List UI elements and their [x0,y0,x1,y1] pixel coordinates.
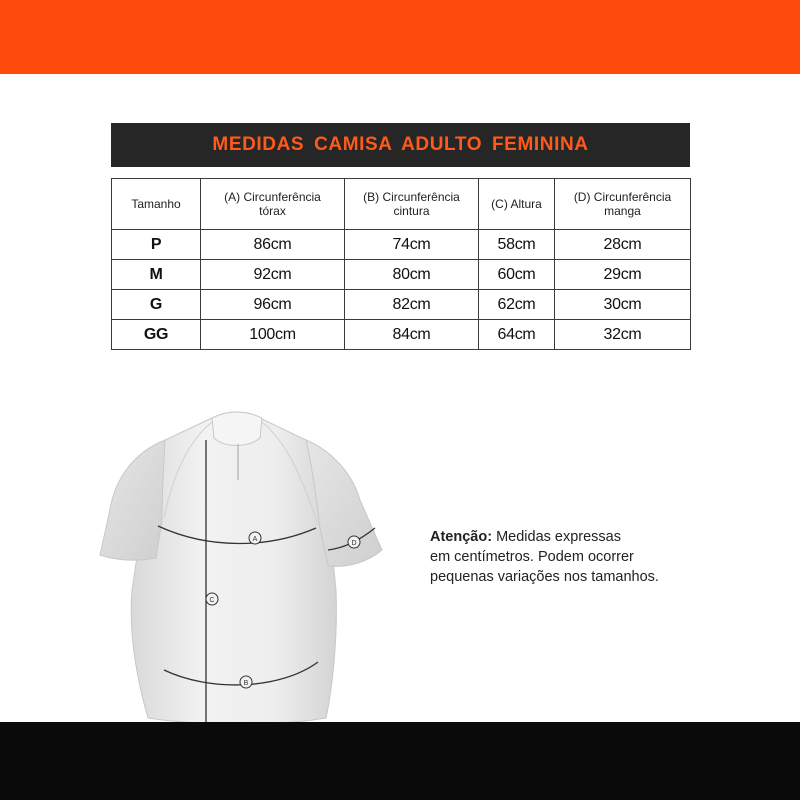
table-row [112,290,691,320]
header-circ-cintura: (B) Circunferência cintura [345,179,479,230]
value-cell: 58cm [479,230,555,260]
value-cell: 30cm [555,290,691,320]
value-cell: 86cm [201,230,345,260]
table-row [112,230,691,260]
header-circ-torax: (A) Circunferência tórax [201,179,345,230]
note-line-1: Medidas expressas [492,529,621,545]
size-cell: G [112,290,201,320]
table-header-row [112,179,691,230]
marker-b [240,676,252,688]
header-circ-manga: (D) Circunferência manga [555,179,691,230]
size-cell: P [112,230,201,260]
shirt-left-sleeve [100,440,165,560]
value-cell: 29cm [555,260,691,290]
value-cell: 62cm [479,290,555,320]
shirt-collar [212,412,262,446]
bottom-black-band [0,722,800,800]
marker-d [348,536,360,548]
value-cell: 84cm [345,320,479,350]
value-cell: 60cm [479,260,555,290]
svg-text:A: A [252,536,258,543]
note-line-3: pequenas variações nos tamanhos. [430,569,659,585]
header-altura: (C) Altura [479,179,555,230]
table-row [112,320,691,350]
size-table [111,178,691,350]
note-line-2: em centímetros. Podem ocorrer [430,549,634,565]
value-cell: 80cm [345,260,479,290]
attention-note [430,527,760,587]
page-title: MEDIDAS CAMISA ADULTO FEMININA [212,134,589,155]
title-bar [111,123,690,167]
value-cell: 82cm [345,290,479,320]
marker-a [249,532,261,544]
value-cell: 32cm [555,320,691,350]
value-cell: 92cm [201,260,345,290]
value-cell: 96cm [201,290,345,320]
table-row [112,260,691,290]
value-cell: 64cm [479,320,555,350]
shirt-illustration [90,400,400,725]
size-cell: M [112,260,201,290]
value-cell: 28cm [555,230,691,260]
svg-text:B: B [243,680,249,687]
svg-text:D: D [351,540,357,547]
size-cell: GG [112,320,201,350]
value-cell: 100cm [201,320,345,350]
svg-text:C: C [209,597,215,604]
value-cell: 74cm [345,230,479,260]
marker-c [206,593,218,605]
header-tamanho: Tamanho [112,179,201,230]
shirt-diagram [90,400,400,725]
note-label: Atenção: [430,529,493,545]
top-orange-band [0,0,800,74]
